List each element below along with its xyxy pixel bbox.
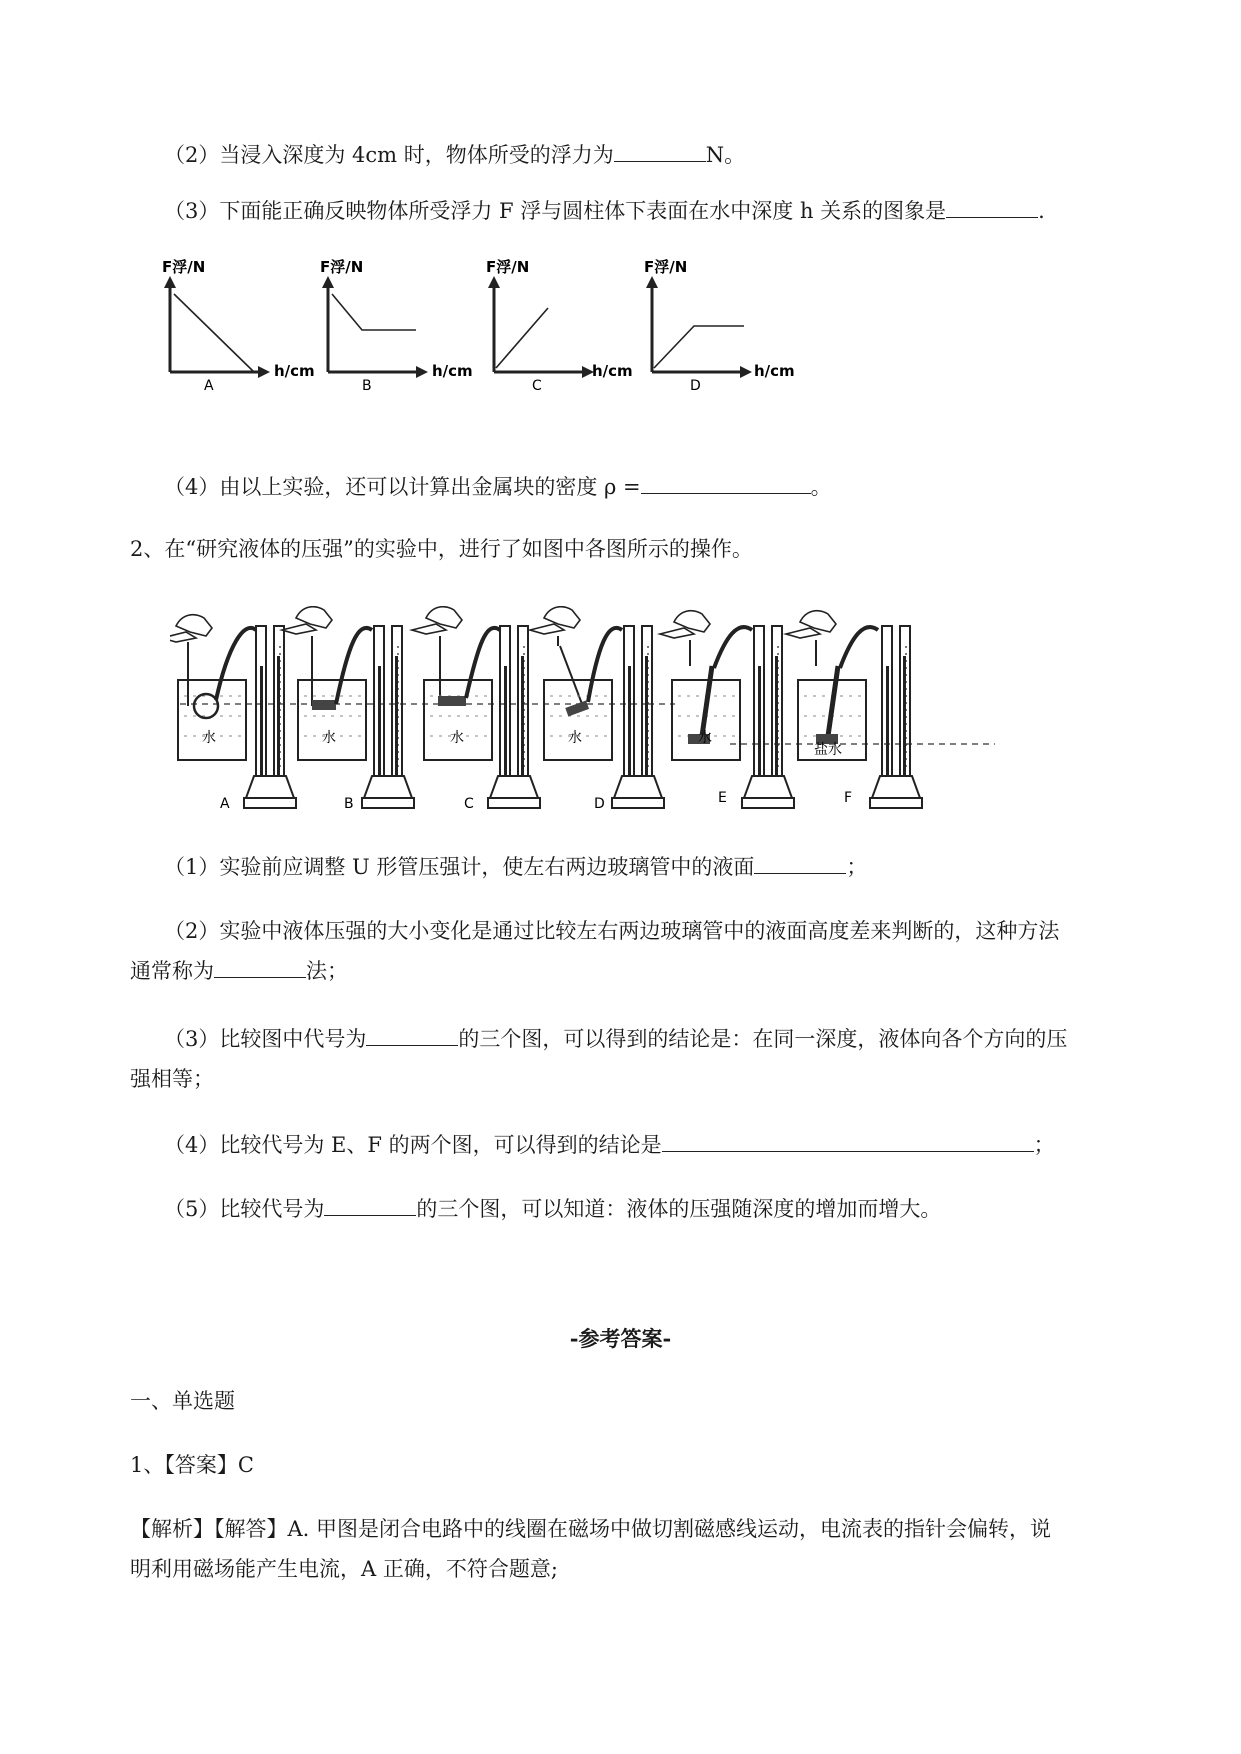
answer-blank[interactable]	[662, 1129, 1034, 1152]
q2-part4-end: ；	[1033, 1133, 1055, 1157]
buoyancy-graphs-figure	[150, 252, 800, 397]
answers-heading: -参考答案-	[569, 1326, 672, 1351]
q1-part4-text: （4）由以上实验，还可以计算出金属块的密度 ρ =	[164, 475, 641, 499]
q2-part4	[164, 1128, 1055, 1162]
graph-xlabel: h/cm	[592, 362, 633, 380]
graph-b	[320, 258, 473, 394]
graph-d-curve	[654, 326, 744, 368]
graph-b-curve	[332, 294, 416, 330]
graph-xlabel: h/cm	[432, 362, 473, 380]
q2-part2-text: 通常称为	[130, 959, 214, 983]
panel-letter: C	[464, 796, 474, 812]
q1-part4-end: 。	[810, 475, 832, 499]
q2-part3-text: （3）比较图中代号为	[164, 1027, 367, 1051]
q2-part1-text: （1）实验前应调整 U 形管压强计，使左右两边玻璃管中的液面	[164, 855, 755, 879]
q2-part5-rest: 的三个图，可以知道：液体的压强随深度的增加而增大。	[416, 1197, 942, 1221]
liquid-label: 水	[202, 730, 216, 746]
answer-blank[interactable]	[946, 195, 1038, 218]
q2-part2-end: 法；	[306, 959, 348, 983]
q2-part3-rest: 的三个图，可以得到的结论是：在同一深度，液体向各个方向的压	[458, 1027, 1068, 1051]
q2-part1-end: ；	[846, 855, 868, 879]
graph-d	[644, 258, 795, 394]
analysis-line1: 【解析】【解答】A. 甲图是闭合电路中的线圈在磁场中做切割磁感线运动，电流表的指针会偏转，说	[130, 1517, 1052, 1541]
panel-letter: D	[594, 796, 605, 812]
q1-part2	[164, 138, 745, 172]
q2-part1	[164, 850, 867, 884]
answer-blank[interactable]	[214, 955, 306, 978]
panel-a	[170, 615, 296, 812]
q1-part2-text: （2）当浸入深度为 4cm 时，物体所受的浮力为	[164, 143, 614, 167]
panel-c	[412, 607, 540, 812]
answer-blank[interactable]	[641, 471, 811, 494]
graph-ylabel: F浮/N	[162, 258, 206, 276]
graph-a-curve	[174, 294, 254, 372]
q2-part4-text: （4）比较代号为 E、F 的两个图，可以得到的结论是	[164, 1133, 662, 1157]
panel-letter: A	[220, 796, 230, 812]
q2-stem: 2、在“研究液体的压强”的实验中，进行了如图中各图所示的操作。	[130, 537, 753, 561]
liquid-label: 水	[322, 730, 336, 746]
answers-section: 一、单选题	[130, 1389, 235, 1413]
graph-ylabel: F浮/N	[486, 258, 530, 276]
panel-letter: B	[344, 796, 354, 812]
graph-letter: A	[204, 378, 214, 394]
q2-part2-line2	[130, 954, 348, 988]
q1-part2-unit: N。	[705, 143, 746, 167]
graph-letter: B	[362, 378, 372, 394]
graph-ylabel: F浮/N	[644, 258, 688, 276]
panel-d	[530, 607, 664, 812]
q1-part3	[164, 194, 1045, 228]
q2-part3-line1	[164, 1022, 1067, 1056]
panel-letter: E	[718, 790, 727, 806]
q1-part3-text: （3）下面能正确反映物体所受浮力 F 浮与圆柱体下表面在水中深度 h 关系的图象是	[164, 199, 947, 223]
q1-part3-end: .	[1038, 199, 1045, 223]
panel-e	[660, 611, 794, 808]
panel-f	[786, 611, 922, 808]
q2-part5	[164, 1192, 941, 1226]
answer-item-1: 1、【答案】C	[130, 1453, 254, 1477]
liquid-label: 水	[450, 730, 464, 746]
graph-letter: D	[690, 378, 701, 394]
liquid-label: 盐水	[814, 742, 842, 758]
panel-letter: F	[844, 790, 853, 806]
graph-c-curve	[496, 308, 548, 368]
liquid-label: 水	[568, 730, 582, 746]
pressure-experiment-figure	[170, 606, 1000, 816]
panel-b	[282, 607, 414, 812]
graph-letter: C	[532, 378, 542, 394]
graph-a	[162, 258, 315, 394]
q2-part5-text: （5）比较代号为	[164, 1197, 325, 1221]
graph-c	[486, 258, 633, 394]
answer-blank[interactable]	[754, 851, 846, 874]
graph-ylabel: F浮/N	[320, 258, 364, 276]
q2-part3-line2: 强相等；	[130, 1067, 214, 1091]
answer-blank[interactable]	[324, 1193, 416, 1216]
answer-blank[interactable]	[614, 139, 706, 162]
graph-xlabel: h/cm	[274, 362, 315, 380]
q1-part4	[164, 470, 832, 504]
analysis-line2: 明利用磁场能产生电流，A 正确，不符合题意;	[130, 1557, 558, 1581]
q2-part2-line1: （2）实验中液体压强的大小变化是通过比较左右两边玻璃管中的液面高度差来判断的，这种方法	[164, 919, 1060, 943]
graph-xlabel: h/cm	[754, 362, 795, 380]
answer-blank[interactable]	[366, 1023, 458, 1046]
liquid-label: 水	[698, 730, 712, 746]
